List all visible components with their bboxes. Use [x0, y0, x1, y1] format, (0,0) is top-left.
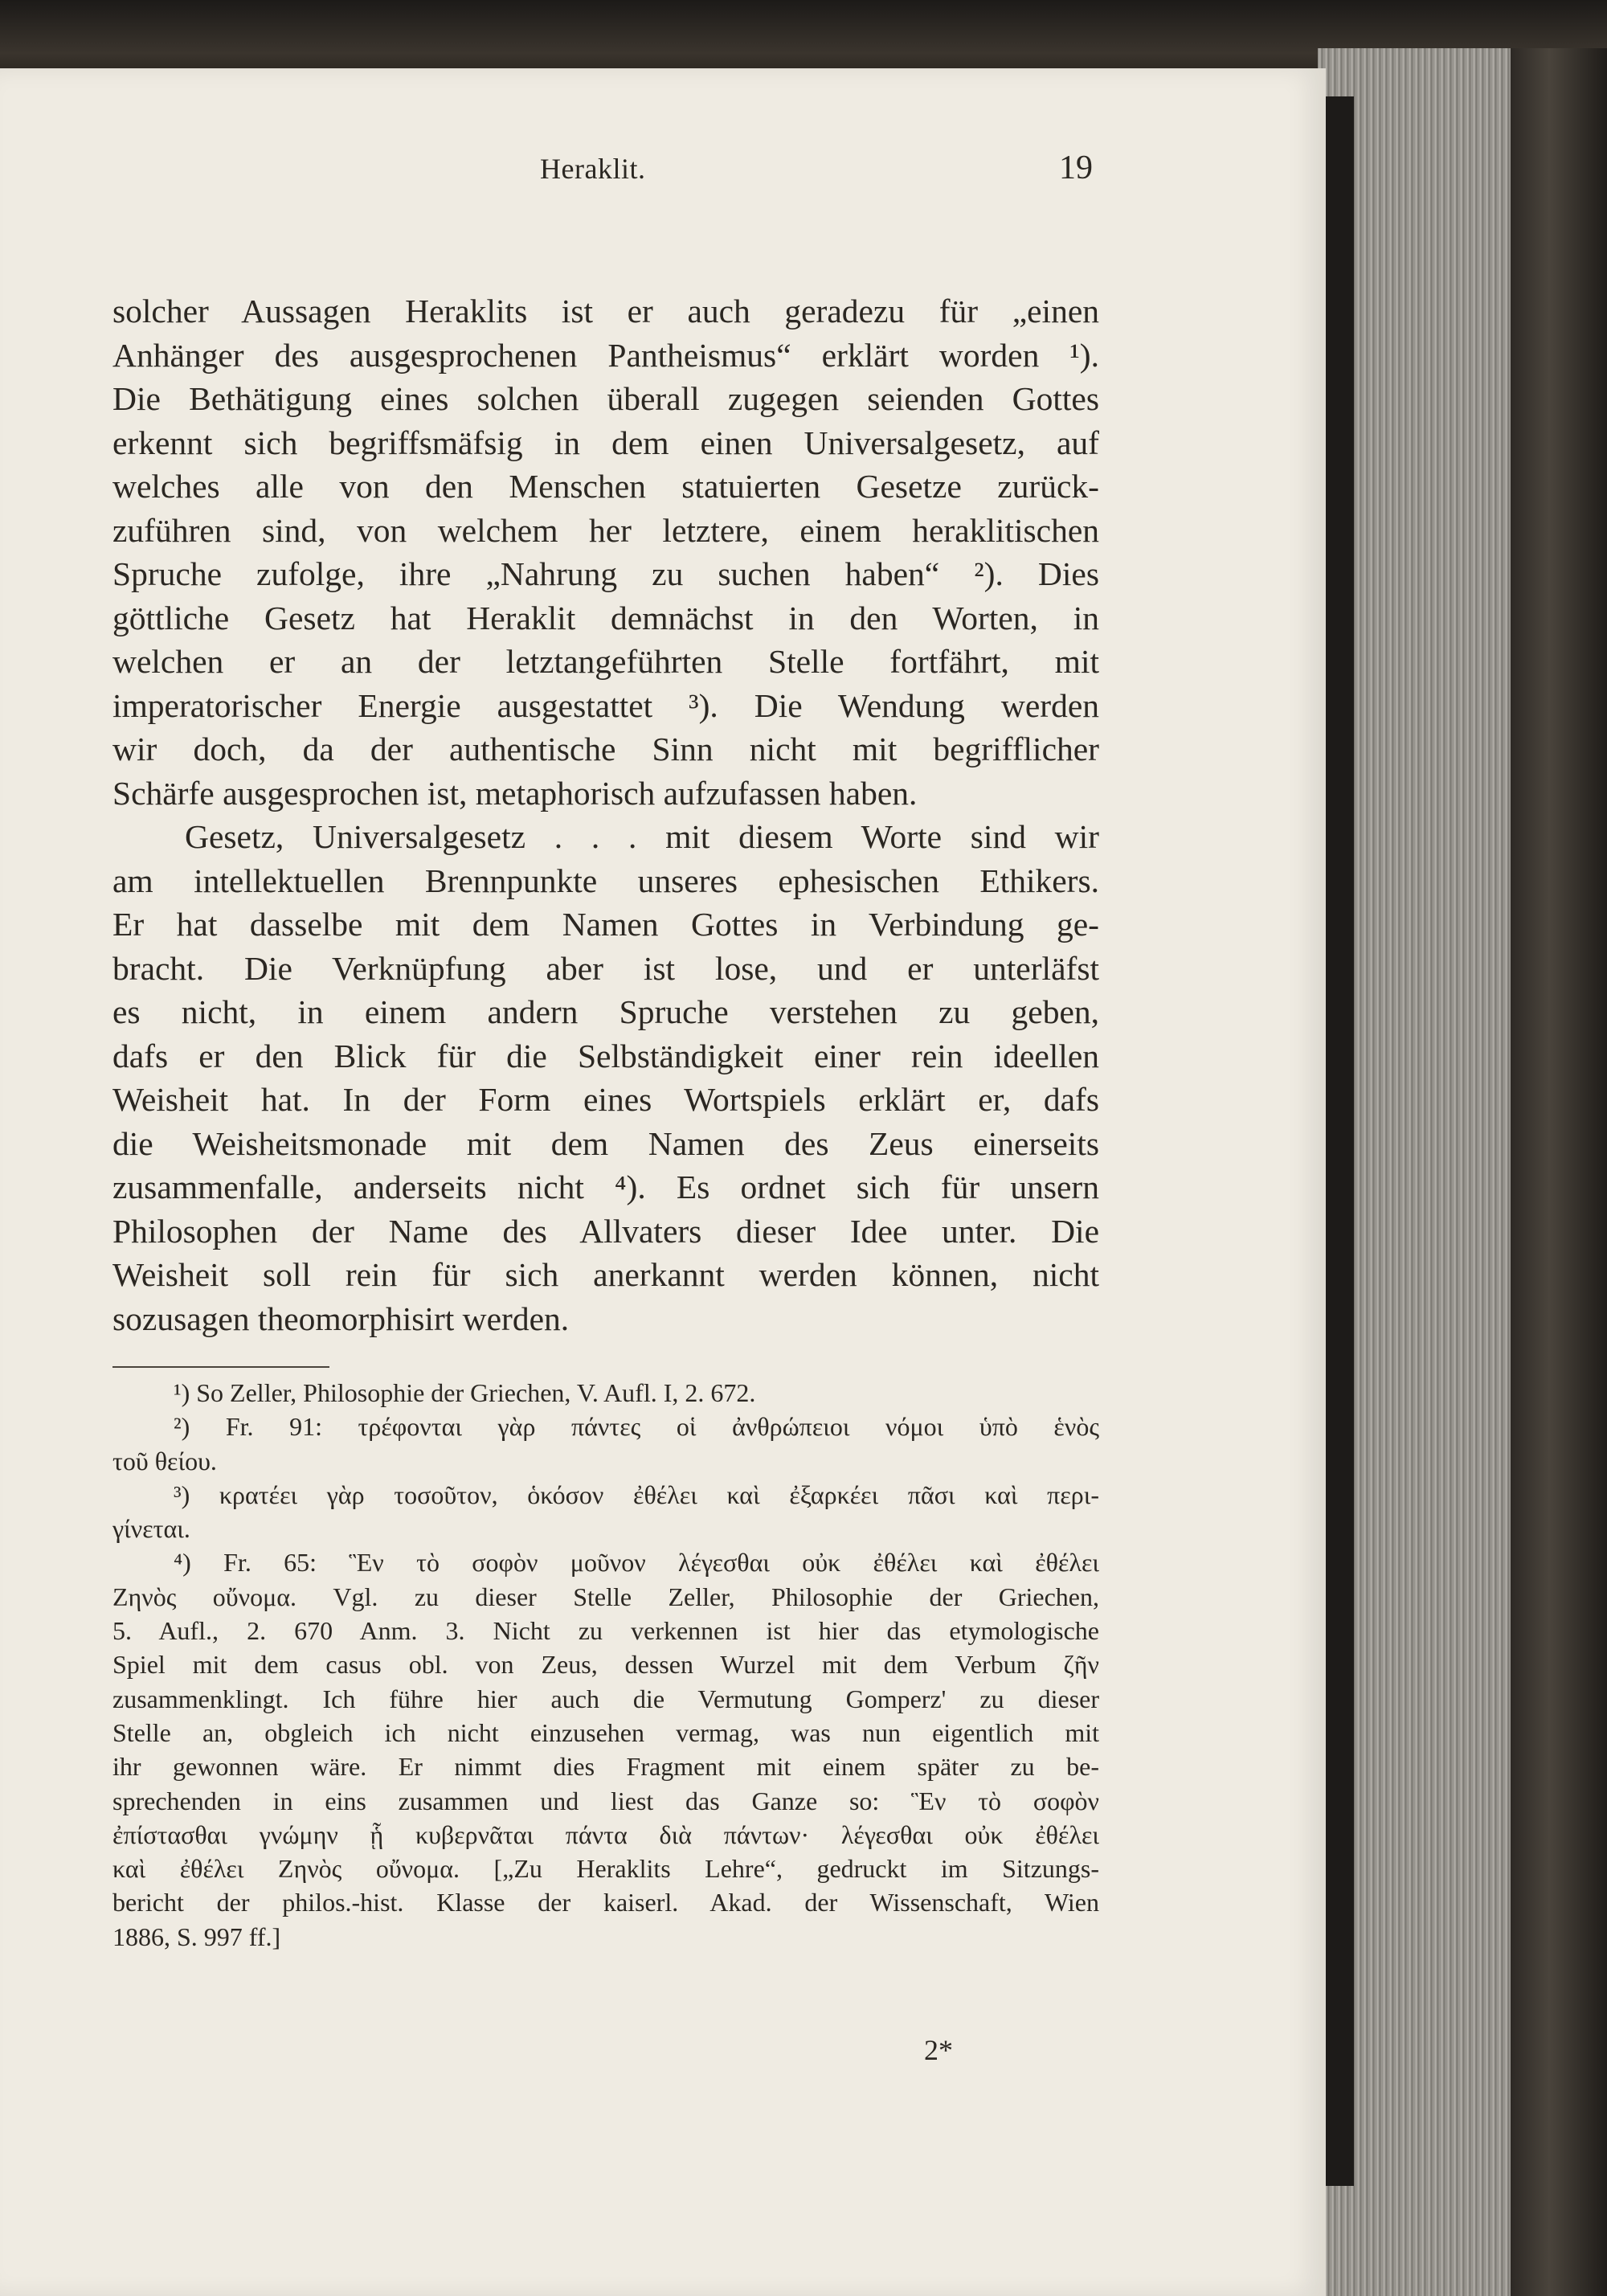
text-line: solcher Aussagen Heraklits ist er auch geradezu für „einen: [112, 293, 1099, 329]
footnote-line: τοῦ θείου.: [112, 1446, 217, 1475]
body-text: [112, 289, 1099, 1340]
footnote-line: ³) κρατέει γὰρ τοσοῦτον, ὁκόσον ἐθέλει καὶ ἐξαρκέει πᾶσι καὶ περι-: [174, 1480, 1099, 1509]
text-line: Gesetz, Universalgesetz . . . mit diesem Worte sind wir: [185, 818, 1099, 855]
footnote-line: zusammenklingt. Ich führe hier auch die Vermutung Gomperz' zu dieser: [112, 1684, 1099, 1713]
footnote-line: bericht der philos.-hist. Klasse der kaiserl. Akad. der Wissenschaft, Wien: [112, 1888, 1099, 1917]
text-line: zusammenfalle, anderseits nicht ⁴). Es ordnet sich für unsern: [112, 1168, 1099, 1205]
text-line: bracht. Die Verknüpfung aber ist lose, und er unterläfst: [112, 949, 1099, 987]
footnote-line: ⁴) Fr. 65: Ἓν τὸ σοφὸν μοῦνον λέγεσθαι οὐκ ἐθέλει καὶ ἐθέλει: [174, 1548, 1099, 1578]
page-header: [0, 149, 1326, 200]
footnote-line: Stelle an, obgleich ich nicht einzusehen vermag, was nun eigentlich mit: [112, 1717, 1099, 1747]
footnote-line: ἐπίστασθαι γνώμην ᾗ κυβερνᾶται πάντα διὰ πάντων· λέγεσθαι οὐκ ἐθέλει: [112, 1819, 1099, 1849]
footnote-line: Ζηνὸς οὔνομα. Vgl. zu dieser Stelle Zeller, Philosophie der Griechen,: [112, 1582, 1099, 1611]
text-line: Weisheit hat. In der Form eines Wortspiels erklärt er, dafs: [112, 1081, 1099, 1118]
running-head: Heraklit.: [540, 153, 646, 185]
book-binding: [1511, 48, 1607, 2296]
text-line: Schärfe ausgesprochen ist, metaphorisch aufzufassen haben.: [112, 774, 918, 812]
signature-mark: 2*: [924, 2034, 953, 2066]
text-line: es nicht, in einem andern Spruche verstehen zu geben,: [112, 993, 1099, 1030]
footnotes: [112, 1376, 1099, 1954]
text-line: am intellektuellen Brennpunkte unseres ephesischen Ethikers.: [112, 862, 1099, 899]
text-line: wir doch, da der authentische Sinn nicht mit begrifflicher: [112, 731, 1099, 767]
footnote-line: γίνεται.: [112, 1514, 190, 1544]
text-line: dafs er den Blick für die Selbständigkeit einer rein ideellen: [112, 1037, 1099, 1074]
text-line: Philosophen der Name des Allvaters dieser Idee unter. Die: [112, 1212, 1099, 1250]
page-number: 19: [1059, 149, 1093, 186]
text-line: Die Bethätigung eines solchen überall zugegen seienden Gottes: [112, 380, 1099, 417]
footnote-line: Spiel mit dem casus obl. von Zeus, dessen Wurzel mit dem Verbum ζῆν: [112, 1650, 1099, 1680]
footnote-line: ¹) So Zeller, Philosophie der Griechen, V. Aufl. I, 2. 672.: [174, 1378, 756, 1407]
text-line: göttliche Gesetz hat Heraklit demnächst in den Worten, in: [112, 599, 1099, 636]
footnote-line: ihr gewonnen wäre. Er nimmt dies Fragment mit einem später zu be-: [112, 1752, 1099, 1782]
footnote-line: 1886, S. 997 ff.]: [112, 1922, 281, 1951]
footnote-line: sprechenden in eins zusammen und liest das Ganze so: Ἓν τὸ σοφὸν: [112, 1786, 1099, 1815]
text-line: welchen er an der letztangeführten Stelle fortfährt, mit: [112, 643, 1099, 680]
footnote-line: ²) Fr. 91: τρέφονται γὰρ πάντες οἱ ἀνθρώπειοι νόμοι ὑπὸ ἑνὸς: [174, 1412, 1099, 1442]
text-line: welches alle von den Menschen statuierten Gesetze zurück-: [112, 468, 1099, 505]
text-line: Spruche zufolge, ihre „Nahrung zu suchen haben“ ²). Dies: [112, 555, 1099, 592]
footnote-line: 5. Aufl., 2. 670 Anm. 3. Nicht zu verkennen ist hier das etymologische: [112, 1616, 1099, 1646]
text-line: Weisheit soll rein für sich anerkannt werden können, nicht: [112, 1256, 1099, 1293]
text-line: zuführen sind, von welchem her letztere, einem heraklitischen: [112, 511, 1099, 549]
footnote-line: καὶ ἐθέλει Ζηνὸς οὔνομα. [„Zu Heraklits Lehre“, gedruckt im Sitzungs-: [112, 1854, 1099, 1884]
text-line: sozusagen theomorphisirt werden.: [112, 1299, 570, 1337]
text-line: Er hat dasselbe mit dem Namen Gottes in Verbindung ge-: [112, 906, 1099, 943]
text-line: die Weisheitsmonade mit dem Namen des Zeus einerseits: [112, 1124, 1099, 1162]
text-line: erkennt sich begriffsmäfsig in dem einen Universalgesetz, auf: [112, 424, 1099, 461]
text-line: imperatorischer Energie ausgestattet ³). Die Wendung werden: [112, 686, 1099, 724]
text-line: Anhänger des ausgesprochenen Pantheismus“ erklärt worden ¹).: [112, 336, 1099, 374]
footnote-rule: [112, 1366, 329, 1368]
book-gutter-shadow: [1322, 96, 1354, 2186]
